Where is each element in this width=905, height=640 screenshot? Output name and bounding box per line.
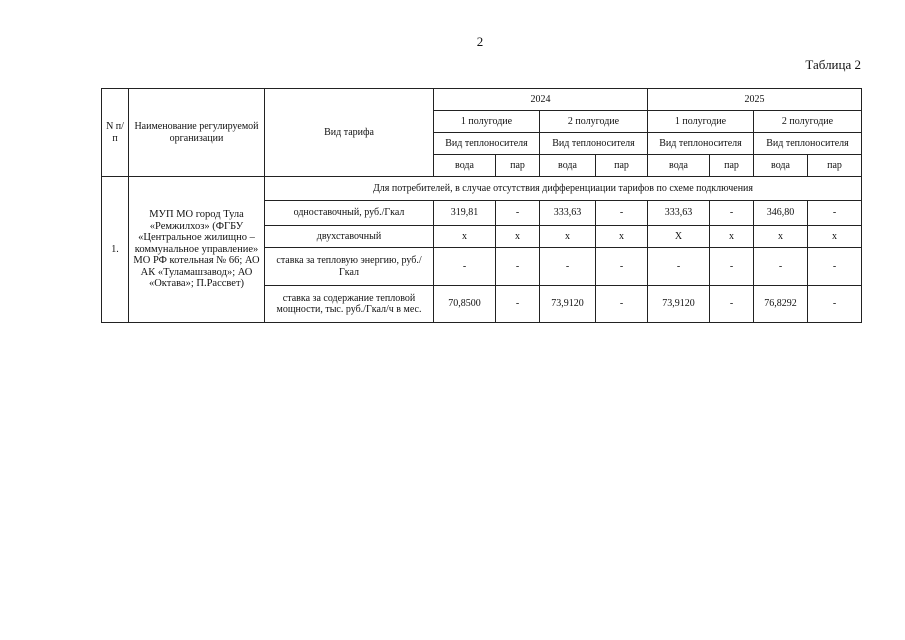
tariff-value: х <box>808 226 862 248</box>
tariff-value: 73,9120 <box>540 286 596 323</box>
tariff-value: - <box>496 286 540 323</box>
tariff-value: 76,8292 <box>754 286 808 323</box>
tariff-value: - <box>648 248 710 286</box>
header-carrier: вода <box>434 155 496 177</box>
tariff-value: - <box>808 248 862 286</box>
tariff-value: - <box>496 248 540 286</box>
header-carrier: вода <box>540 155 596 177</box>
header-half: 2 полугодие <box>540 111 648 133</box>
table-label: Таблица 2 <box>805 57 861 72</box>
tariff-name: ставка за тепловую энергию, руб./Гкал <box>265 248 434 286</box>
tariff-value: - <box>596 201 648 226</box>
header-num: N п/п <box>102 89 129 177</box>
tariff-value: 346,80 <box>754 201 808 226</box>
header-half: 2 полугодие <box>754 111 862 133</box>
tariff-value: 70,8500 <box>434 286 496 323</box>
section-note: Для потребителей, в случае отсутствия дифференциации тарифов по схеме подключения <box>265 177 862 201</box>
tariff-value: х <box>596 226 648 248</box>
tariff-value: - <box>808 286 862 323</box>
tariff-value: - <box>596 248 648 286</box>
header-half: 1 полугодие <box>434 111 540 133</box>
header-carrier: пар <box>710 155 754 177</box>
header-carrier: пар <box>596 155 648 177</box>
header-carrier: вода <box>648 155 710 177</box>
header-carrier: пар <box>496 155 540 177</box>
tariff-value: х <box>754 226 808 248</box>
tariff-value: - <box>710 201 754 226</box>
header-carrier: пар <box>808 155 862 177</box>
tariff-value: - <box>540 248 596 286</box>
tariff-value: - <box>710 248 754 286</box>
tariff-value: 319,81 <box>434 201 496 226</box>
organization-name: МУП МО город Тула «Ремжилхоз» (ФГБУ «Центральное жилищно – коммунальное управление» МО РФ котельная № 66; АО АК «Туламашзавод»; АО «Октава»; П.Рассвет) <box>129 177 265 323</box>
tariff-value: - <box>596 286 648 323</box>
header-organization: Наименование регулируемой организации <box>129 89 265 177</box>
header-carrier-type: Вид теплоносителя <box>648 133 754 155</box>
header-year-2024: 2024 <box>434 89 648 111</box>
header-carrier-type: Вид теплоносителя <box>540 133 648 155</box>
page-number: 2 <box>476 34 484 49</box>
tariff-value: 73,9120 <box>648 286 710 323</box>
row-number: 1. <box>102 177 129 323</box>
tariff-value: х <box>496 226 540 248</box>
header-carrier-type: Вид теплоносителя <box>754 133 862 155</box>
tariff-value: Х <box>648 226 710 248</box>
tariff-value: 333,63 <box>648 201 710 226</box>
tariff-name: двухставочный <box>265 226 434 248</box>
tariff-value: - <box>808 201 862 226</box>
tariff-value: - <box>434 248 496 286</box>
tariff-table <box>101 88 862 323</box>
tariff-value: х <box>434 226 496 248</box>
tariff-value: х <box>540 226 596 248</box>
header-tariff-type: Вид тарифа <box>265 89 434 177</box>
header-carrier: вода <box>754 155 808 177</box>
tariff-value: - <box>496 201 540 226</box>
header-carrier-type: Вид теплоносителя <box>434 133 540 155</box>
header-year-2025: 2025 <box>648 89 862 111</box>
tariff-value: 333,63 <box>540 201 596 226</box>
tariff-value: - <box>710 286 754 323</box>
tariff-name: одноставочный, руб./Гкал <box>265 201 434 226</box>
header-half: 1 полугодие <box>648 111 754 133</box>
tariff-name: ставка за содержание тепловой мощности, тыс. руб./Гкал/ч в мес. <box>265 286 434 323</box>
tariff-value: - <box>754 248 808 286</box>
tariff-value: х <box>710 226 754 248</box>
